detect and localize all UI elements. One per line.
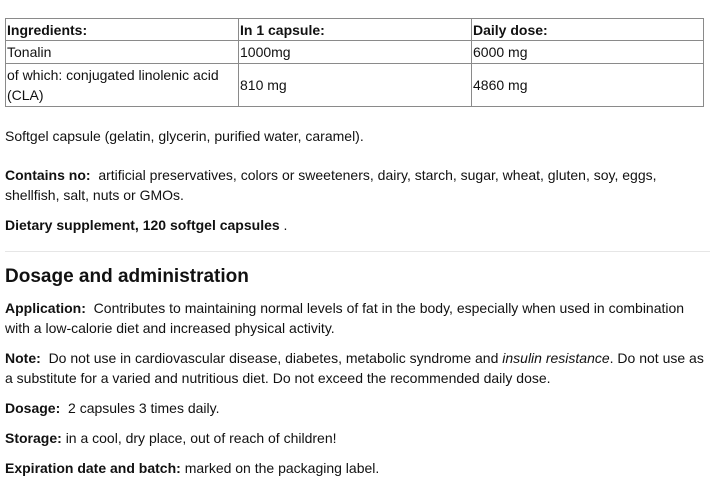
amount-per-capsule: 1000mg: [239, 41, 472, 64]
application-label: Application:: [5, 300, 86, 316]
expiration-text: marked on the packaging label.: [184, 460, 380, 476]
amount-daily-dose: 6000 mg: [472, 41, 704, 64]
amount-per-capsule: 810 mg: [239, 64, 472, 107]
contains-no-text: artificial preservatives, colors or sweeteners, dairy, starch, sugar, wheat, gluten, soy, eggs, shellfish, salt, nuts or GMOs.: [5, 167, 657, 203]
dosage-text: 2 capsules 3 times daily.: [68, 400, 220, 416]
storage-label: Storage:: [5, 430, 62, 446]
contains-no-label: Contains no:: [5, 167, 91, 183]
storage-text: in a cool, dry place, out of reach of children!: [65, 430, 337, 446]
note-text-after: . Do not use as a substitute for a varied and nutritious diet. Do not exceed the recommended daily dose.: [5, 350, 704, 386]
contains-no-paragraph: [5, 165, 704, 205]
note-text-before: Do not use in cardiovascular disease, diabetes, metabolic syndrome and: [48, 350, 503, 366]
header-daily-dose: Daily dose:: [472, 19, 704, 41]
note-italic-term: insulin resistance: [502, 350, 610, 366]
ingredients-table: [5, 18, 704, 107]
note-label: Note:: [5, 350, 41, 366]
dietary-supplement-paragraph: [5, 215, 704, 235]
dietary-supplement-label: Dietary supplement, 120 softgel capsules: [5, 217, 280, 233]
amount-daily-dose: 4860 mg: [472, 64, 704, 107]
expiration-paragraph: [5, 458, 704, 478]
expiration-label: Expiration date and batch:: [5, 460, 181, 476]
table-row: [6, 41, 704, 64]
dosage-label: Dosage:: [5, 400, 61, 416]
application-paragraph: [5, 298, 704, 338]
table-row: [6, 64, 704, 107]
ingredient-name: of which: conjugated linolenic acid (CLA): [6, 64, 239, 107]
storage-paragraph: [5, 428, 704, 448]
section-title: Dosage and administration: [5, 266, 249, 287]
dosage-paragraph: [5, 398, 704, 418]
product-info: [5, 18, 704, 478]
ingredient-name: Tonalin: [6, 41, 239, 64]
note-paragraph: [5, 348, 704, 388]
header-ingredients: Ingredients:: [6, 19, 239, 41]
section-divider: [5, 251, 710, 252]
composition-text: Softgel capsule (gelatin, glycerin, purified water, caramel).: [5, 128, 364, 144]
header-in-1-capsule: In 1 capsule:: [239, 19, 472, 41]
table-header-row: [6, 19, 704, 41]
application-text: Contributes to maintaining normal levels of fat in the body, especially when used in combination with a low-calorie diet and increased physical activity.: [5, 300, 685, 336]
dietary-supplement-suffix: .: [279, 217, 288, 233]
